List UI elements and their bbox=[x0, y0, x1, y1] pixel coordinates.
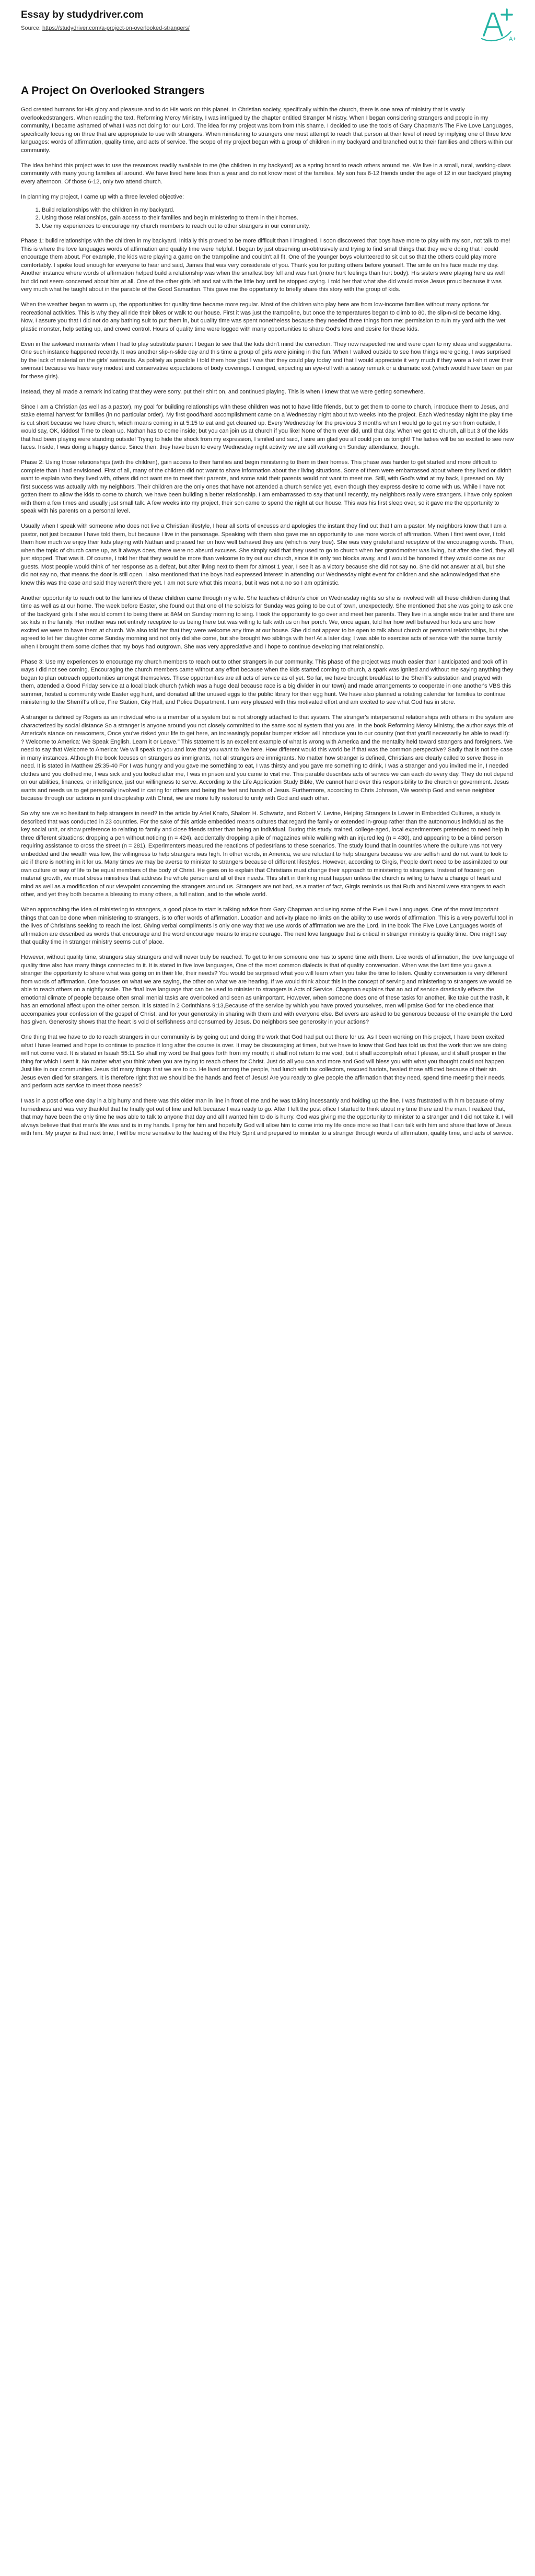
list-item: 2. Using those relationships, gain access to their families and begin ministering to them in their homes. bbox=[42, 214, 514, 223]
paragraph: When approaching the idea of ministering to strangers, a good place to start is talking advice from Gary Chapman and using some of the Five Love Languages. One of the most important things that can be done when ministering to strangers, is to offer words of affirmation. Location and activity place no limits on the ability to use words of affirmation. This is a very powerful tool in the lives of Christians seeking to reach the lost. Giving verbal compliments is only one way that we use words of affirmation we are the Lord. In the book The Five Love Languages words of affirmation are described as words that encourage and the word encourage means to inspire courage. The next love language that is critical in stranger ministry is quality time. One might say that quality time in stranger ministry seems out of place. bbox=[21, 907, 514, 945]
paragraph: Another opportunity to reach out to the families of these children came through my wife. She teaches children's choir on Wednesday nights so she is involved with all these children during that time as well as at our home. The week before Easter, she found out that one of the soloists for Sunday was going to be out of town, unexpectedly. She mentioned that she was going to ask one of the backyard girls if she would commit to being there at 8AM on Sunday morning to sing. I took the opportunity to go over and meet her parents. They live in a single wide trailer and there are six kids in the family. Her mother was not entirely receptive to us being there but was willing to talk with us on her porch. We, once again, told her how well behaved her kids are and how excited we were to have them at church. We also told her that they were welcome any time at our house. She did not appear to be open to talk about church or personal relationships, but she agreed to let her daughter come Sunday morning and not only did she come, but she brought two siblings with her! At a later day, I was able to exercise acts of service with the same family when I brought them some clothes that my boys had outgrown. She was very appreciative and I hope to continue developing that relationship. bbox=[21, 595, 514, 650]
paragraph: Phase 2: Using those relationships (with the children), gain access to their families and begin ministering to them in their homes. This phase was harder to get started and more difficult to complete than I had envisioned. First of all, many of the children did not want to share information about their living situations. Some of them were embarrassed about where they lived or didn't want to explain who they lived with, others did not want me to meet their parents, and some said their parents would not want to meet me. Still, with God's wind at my back, I pressed on. My first success was actually with my neighbors. Their children are the only ones that have not attended a church service yet, even though they express desire to come with us. While I have not gotten them to allow the kids to come to church, we have been building a better relationship. I am embarrassed to say that until recently, my neighbors really were strangers. I have only spoken with them a few times and usually just small talk. A few weeks into my project, their son came to spend the night at our house. This was his first sleep over, so it gave me the opportunity to speak with his parents on a personal level. bbox=[21, 459, 513, 514]
document-title: A Project On Overlooked Strangers bbox=[21, 85, 205, 97]
source-line bbox=[21, 25, 190, 31]
paragraph: A stranger is defined by Rogers as an individual who is a member of a system but is not strongly attached to that system. The stranger's interpersonal relationships with others in the system are characterized by social distance So a stranger is anyone around you not closely committed to the same social system that you are. In the book Reforming Mercy Ministry, the author says this of America's stance on newcomers, Once you've risked your life to get here, an increasingly popular bumper sticker will introduce you to our country (not that you'll necessarily be able to read it): ? Welcome to America: We Speak English. Learn it or Leave." This statement is an excellent example of what is wrong with America and the mentality held toward strangers and foreigners. We need to say that Welcome to America: We will speak to you and love that you want to live here. How different would this world be if that was the common perspective? Sadly that is not the case in many instances. Although the book focuses on strangers as immigrants, not all strangers are immigrants. No matter how stranger is defined, Christians are clearly called to serve those in need. It is stated in Matthew 25:35-40 For I was hungry and you gave me something to eat, I was thirsty and you gave me something to drink, I was a stranger and you invited me in, I needed clothes and you clothed me, I was sick and you looked after me, I was in prison and you came to visit me. This parable describes acts of service we can each do every day. They do not depend on our abilities, finances, or intelligence, just our willingness to serve. According to the Life Application Study Bible, We cannot hand over this responsibility to the church or government. Jesus wants and needs us to get personally involved in caring for others and being the feet and hands of Jesus. Furthermore, according to Chris Johnson, We worship God and serve neighbor because through our actions in joint discipleship with Christ, we are more fully restored to unity with God and each other. bbox=[21, 714, 514, 802]
source-label: Source: bbox=[21, 25, 41, 31]
paragraph: Even in the awkward moments when I had to play substitute parent I began to see that the kids didn't mind the correction. They now respected me and were open to my ideas and suggestions. One such instance happened recently. It was another slip-n-slide day and this time a group of girls were joining in the fun. When I walked outside to see how things were going, I was surprised by the lack of material on the girls' swimsuits. As politely as possible I told them how glad I was that they could play today and that I would appreciate it very much if they wore a t-shirt over their swimsuit because we have very modest and conservative expectations of body coverings. I cringed, expecting an eye-roll with a sassy remark or a dramatic exit (which would have been on par for these girls). bbox=[21, 341, 513, 380]
paragraph: Usually when I speak with someone who does not live a Christian lifestyle, I hear all sorts of excuses and apologies the instant they find out that I am a pastor. My neighbors know that I am a pastor, not just because I have told them, but because I live in the parsonage. Speaking with them also gave me an opportunity to use more words of affirmation. When I first went over, I told them how much we enjoy their kids playing with Nathan and praised her on how well behaved they are (which is very true). She was very grateful and receptive of the encouraging words. Then, when the topic of church came up, as it always does, there were no absurd excuses. She simply said that they used to go to church when her grandmother was living, but after she died, they all just stopped. That was it. Of course, I told her that they would be more than welcome to try out our church, since it is only two blocks away, and I would be honored if they would come as our guests. Most people would think of her response as a defeat, but after living next to them for almost 1 year, I see it as a victory because she did not say no. She did not answer at all, but she did not say no, that means the door is still open. I also mentioned that the boys had expressed interest in attending our Wednesday night event for children and she acknowledged that she knew this was the case and said they weren't there yet. I am not sure what this means, but it was not a no so I am optimistic. bbox=[21, 523, 514, 586]
objectives-list bbox=[42, 206, 514, 231]
page-header bbox=[21, 9, 514, 46]
site-brand: Essay by studydriver.com bbox=[21, 9, 144, 20]
paragraph: Phase 1: build relationships with the children in my backyard. Initially this proved to be more difficult than I imagined. I soon discovered that boys have more to play with my son, not talk to me! This is where the love languages words of affirmation and quality time were helpful. I began by just observing un-obtrusively and trying to find small things that they were doing that I could encourage them about. For example, the kids were playing a game on the trampoline and couldn't all fit. One of the younger boys volunteered to sit out so that the others could play more comfortably. I spoke loud enough for everyone to hear and said, James that was very considerate of you. Thank you for putting others before yourself. The smile on his face made my day. Another instance where words of affirmation helped build a relationship was when the smallest boy fell and was hurt (more hurt feelings than hurt body). His sisters were playing here as well but did not seem concerned about him at all. One of the other girls left and sat with the little boy until he stopped crying. I told her that what she did would make Jesus proud because it was very much what he taught about in the parable of the Good Samaritan. This gave me the opportunity to briefly share this story with the group of kids. bbox=[21, 238, 510, 293]
logo-text: A+ bbox=[509, 36, 516, 42]
paragraph: Phase 3: Use my experiences to encourage my church members to reach out to other strangers in our community. This phase of the project was much easier than I anticipated and took off in ways I did not see coming. Encouraging the church members came without any effort because when the kids started coming to church, a spark was ignited and without me saying anything they began to plan outreach opportunities amongst themselves. These opportunities are all acts of service as of yet. So far, we have brought breakfast to the Sheriff's substation and prayed with them, attended a Good Friday service at a local black church (which was a huge deal because race is a big divider in our town) and made arrangements to cooperate in one another's VBS this summer, hosted a community wide Easter egg hunt, and donated all the unused eggs to the public library for their egg hunt. We have also planned a rotating calendar for families to continue ministering to the Sherriff's office, Fire Station, City Hall, and Police Department. I am very pleased with this motivated effort and am excited to see what God has in store. bbox=[21, 658, 514, 705]
studydriver-logo-icon bbox=[478, 6, 514, 43]
source-link[interactable]: https://studydriver.com/a-project-on-overlooked-strangers/ bbox=[42, 25, 190, 31]
document-body bbox=[21, 106, 514, 1145]
paragraph: I was in a post office one day in a big hurry and there was this older man in line in front of me and he was talking incessantly and holding up the line. I was frustrated with him because of my hurriedness and was very thankful that he finally got out of line and left because I was ready to go. After I left the post office I started to think about my time there and the man. I realized that, that may have been the only time he was able to talk to anyone that day and all I wanted him to do is hurry. God was giving me the opportunity to minister to a stranger and I did not take it. I will always believe that that man's life was and is in my hands. I pray for him and hopefully God will allow him to come into my life once more so that I can talk with him and share that love of Jesus with him. My prayer is that next time, I will be more sensitive to the leading of the Holy Spirit and prepared to minister to a stranger through words of affirmation, quality time, and acts of service. bbox=[21, 1098, 514, 1136]
paragraph: When the weather began to warm up, the opportunities for quality time became more regular. Most of the children who play here are from low-income families without many options for recreational activities. This is why they all ride their bikes or walk to our house. First it was just the trampoline, but once the temperatures began to climb to 80, the slip-n-slide became king. Now, I assure you that I did not do any bathing suit to put them in, but quality time was spent nonetheless because they needed three things from me: permission to ruin my yard with the wet plastic monster, help setting up, and crowd control. Hours of quality time were logged with many opportunities to share God's love and desire for these kids. bbox=[21, 301, 506, 332]
list-item: 3. Use my experiences to encourage my church members to reach out to other strangers in our community. bbox=[42, 223, 514, 231]
paragraph: Since I am a Christian (as well as a pastor), my goal for building relationships with these children was not to have little friends, but to get them to come to church, introduce them to Jesus, and stake eternal harvest for families (in no particular order). My first good/hard accomplishment came on a Wednesday night about two weeks into the project. Each Wednesday night the play time is cut short because we have church, which means coming in at 5:15 to eat and get cleaned up. Every Wednesday for the previous 3 months when I would go to get my son from outside, I would say, OK, kiddos! Time to clean up. Nathan has to come inside; but you can join us at church if you like! None of them ever did, until that day. When we got to church, all but 3 of the kids that had been playing were standing outside! Trying to hide the shock from my expression, I smiled and said, I sure am glad you all could join us tonight! The ladies will be so excited to see new faces. Inside, I was doing a happy dance. Since then, they have been to every Wednesday night activity we are still working on Sunday attendance, though. bbox=[21, 403, 514, 450]
paragraph: God created humans for His glory and pleasure and to do His work on this planet. In Christian society, specifically within the church, there is one area of ministry that is vastly overlookedstrangers. When reading the text, Reforming Mercy Ministry, I was intrigued by the chapter entitled Stranger Ministry. When I began considering strangers and people in my community, I became ashamed of what I was not doing for our Lord. The idea for my project was born from this shame. I decided to use the tools of Gary Chapman's The Five Love Languages, specifically focusing on three that are appropriate to use with strangers. When ministering to strangers one must attempt to reach that person at their level of need by implying one of three love languages: words of affirmation, quality time, and acts of service. The scope of my project began with a group of children in my backyard and branched out to their families and others within our community. bbox=[21, 107, 513, 154]
paragraph: So why are we so hesitant to help strangers in need? In the article by Ariel Knafo, Shalom H. Schwartz, and Robert V. Levine, Helping Strangers Is Lower in Embedded Cultures, a study is described that was conducted in 23 countries. For the sake of this article embedded means cultures that regard the family or extended in-group rather than the autonomous individual as the key social unit, or show preference to relating to family and close friends rather than being an individual. During this study, trained, college-aged, local experimenters pretended to need help in three different situations: dropping a pen without noticing (n = 424), accidentally dropping a pile of magazines while walking with an injured leg (n = 430), and appearing to be a blind person requiring assistance to cross the street (n = 281). Experimenters measured the reactions of pedestrians to these scenarios. The study found that in countries where the culture was not very embedded and the wealth was low, the willingness to help strangers was high. In other words, in America, we are reluctant to help strangers because we are selfish and do not want to look to aid if there is nothing in it for us. Many times we may be averse to minister to strangers because of different lifestyles. However, according to Girgis, People don't need to be assimilated to our own culture or way of life to be equal members of the body of Christ. He goes on to explain that Christians must change their approach to ministering to strangers. Instead of focusing on material growth, we must stress ministries that address the whole person and all of their needs. This shift in thinking must happen unless the church is willing to have a change of heart and mind as well as a modification of our viewpoint concerning the strangers around us. Strangers are not bad, as a matter of fact, Girgis reminds us that Ruth and Naomi were strangers to each other, and yet they both became a blessing to many others, a full nation, and to the whole world. bbox=[21, 810, 509, 898]
list-item: 1. Build relationships with the children in my backyard. bbox=[42, 206, 514, 215]
paragraph: One thing that we have to do to reach strangers in our community is by going out and doing the work that God had put out there for us. As I been working on this project, I have been excited what I have learned and hope to continue to practice it long after the course is over. It may be discouraging at times, but we have to know that God has told us that the work that we are doing will not come void. It is stated in Isaiah 55:11 So shall my word be that goes forth from my mouth; it shall not return to me void, but it shall accomplish what I please, and it shall prosper in the thing for which I sent it. No matter what you think when you are trying to reach others for Christ. Just do all you can and more and God will bless you with what you thought could not happen. Just like in our communities Jesus did many things that we are to do. He lived among the people, had lunch with tax collectors, rescued harlots, healed those afflicted because of their sin. Jesus even died for strangers. It is therefore right that we should be the hands and feet of Jesus! Are you ready to give people the affirmation that they need, spend time meeting their needs, and perform acts service to meet those needs? bbox=[21, 1034, 507, 1089]
paragraph: In planning my project, I came up with a three leveled objective: bbox=[21, 193, 184, 200]
paragraph: The idea behind this project was to use the resources readily available to me (the children in my backyard) as a spring board to reach others around me. We live in a small, rural, working-class community with many young families all around. We have lived here less than a year and do not know most of the families. My son has 6-12 friends under the age of 12 in our backyard playing every afternoon. Of those 6-12, only two attend church. bbox=[21, 162, 511, 185]
paragraph: However, without quality time, strangers stay strangers and will never truly be reached. To get to know someone one has to spend time with them. Like words of affirmation, the love language of quality time also has many things connected to it. It is stated in five love languages, One of the most common dialects is that of quality conversation. When was the last time you gave a stranger the opportunity to share what was going on in their life, their needs? You would be surprised what you will learn when you take the time to listen. Quality conversation is very different from words of affirmation. One focuses on what we are saying, the other on what we are hearing. If we would think about this in the concept of serving and ministering to strangers we would be able to reach others on a nightly scale. The final love language that can be used to minister to strangers is Acts of Service. Chapman explains that an act of service drastically effects the emotional climate of people because often small menial tasks are overlooked and seen as unimportant. However, when someone does one of these tasks for another, like take out the trash, it has an emotional affect upon the other person. It is stated in 2 Corinthians 9:13,Because of the service by which you have proved yourselves, men will praise God for the obedience that accompanies your confession of the gospel of Christ, and for your generosity in sharing with them and with everyone else. Believers are asked to be generous because of the example the Lord has given. Generosity shows that the heart is void of selfishness and consumed by Jesus. Do neighbors see generosity in your actions? bbox=[21, 954, 514, 1025]
paragraph: Instead, they all made a remark indicating that they were sorry, put their shirt on, and continued playing. This is when I knew that we were getting somewhere. bbox=[21, 388, 425, 395]
